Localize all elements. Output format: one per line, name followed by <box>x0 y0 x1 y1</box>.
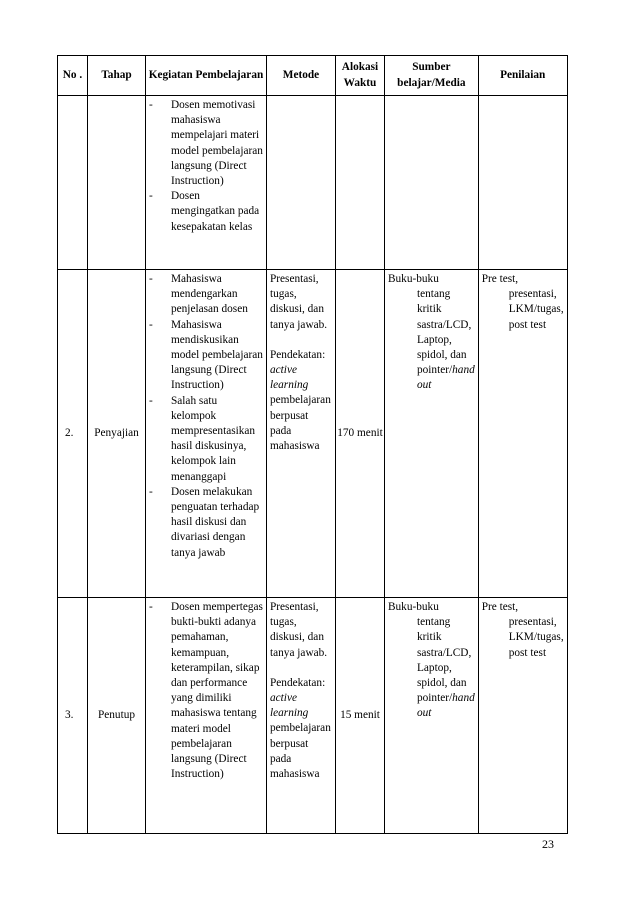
row-metode <box>267 96 336 270</box>
header-kegiatan: Kegiatan Pembelajaran <box>146 56 267 96</box>
header-sumber: Sumber belajar/Media <box>385 56 479 96</box>
list-item: - Mahasiswa mendengarkan penjelasan dosen <box>149 272 263 318</box>
row-kegiatan <box>146 96 267 270</box>
row-alokasi <box>336 96 385 270</box>
row-no: 2. <box>58 270 88 598</box>
row-tahap <box>88 96 146 270</box>
row-tahap: Penutup <box>88 598 146 834</box>
row-kegiatan <box>146 270 267 598</box>
row-kegiatan <box>146 598 267 834</box>
row-no: 3. <box>58 598 88 834</box>
row-penilaian: Pre test, presentasi, LKM/tugas, post test <box>478 598 567 834</box>
row-alokasi: 170 menit <box>336 270 385 598</box>
list-item: - Dosen memotivasi mahasiswa mempelajari materi model pembelajaran langsung (Direct Instruction) <box>149 98 263 189</box>
row-penilaian: Pre test, presentasi, LKM/tugas, post test <box>478 270 567 598</box>
header-alokasi: Alokasi Waktu <box>336 56 385 96</box>
list-item: - Salah satu kelompok mempresentasikan hasil diskusinya, kelompok lain menanggapi <box>149 394 263 485</box>
header-no: No . <box>58 56 88 96</box>
header-metode: Metode <box>267 56 336 96</box>
table-row <box>58 598 568 834</box>
row-metode <box>267 270 336 598</box>
list-item: - Mahasiswa mendiskusikan model pembelajaran langsung (Direct Instruction) <box>149 318 263 394</box>
list-item: - Dosen mempertegas bukti-bukti adanya pemahaman, kemampuan, keterampilan, sikap dan performance yang dimiliki mahasiswa tentang materi model pembelajaran langsung (Direct Instruction) <box>149 600 263 782</box>
list-item: - Dosen melakukan penguatan terhadap hasil diskusi dan divariasi dengan tanya jawab <box>149 485 263 561</box>
lesson-plan-table <box>57 55 568 834</box>
row-tahap: Penyajian <box>88 270 146 598</box>
row-sumber: Buku-buku tentang kritik sastra/LCD, Laptop, spidol, dan pointer/hand out <box>385 598 479 834</box>
metode-methods: Presentasi, tugas, diskusi, dan tanya jawab. <box>270 273 328 331</box>
row-sumber: Buku-buku tentang kritik sastra/LCD, Laptop, spidol, dan pointer/hand out <box>385 270 479 598</box>
row-metode <box>267 598 336 834</box>
row-alokasi: 15 menit <box>336 598 385 834</box>
metode-approach: Pendekatan: active learning pembelajaran berpusat pada mahasiswa <box>270 676 331 781</box>
table-header-row <box>58 56 568 96</box>
list-item: - Dosen mengingatkan pada kesepakatan kelas <box>149 189 263 235</box>
row-no <box>58 96 88 270</box>
metode-approach: Pendekatan: active learning pembelajaran berpusat pada mahasiswa <box>270 348 331 453</box>
row-sumber <box>385 96 479 270</box>
row-penilaian <box>478 96 567 270</box>
header-tahap: Tahap <box>88 56 146 96</box>
table-row <box>58 96 568 270</box>
table-row <box>58 270 568 598</box>
page-number: 23 <box>542 837 554 851</box>
header-penilaian: Penilaian <box>478 56 567 96</box>
metode-methods: Presentasi, tugas, diskusi, dan tanya jawab. <box>270 601 328 659</box>
